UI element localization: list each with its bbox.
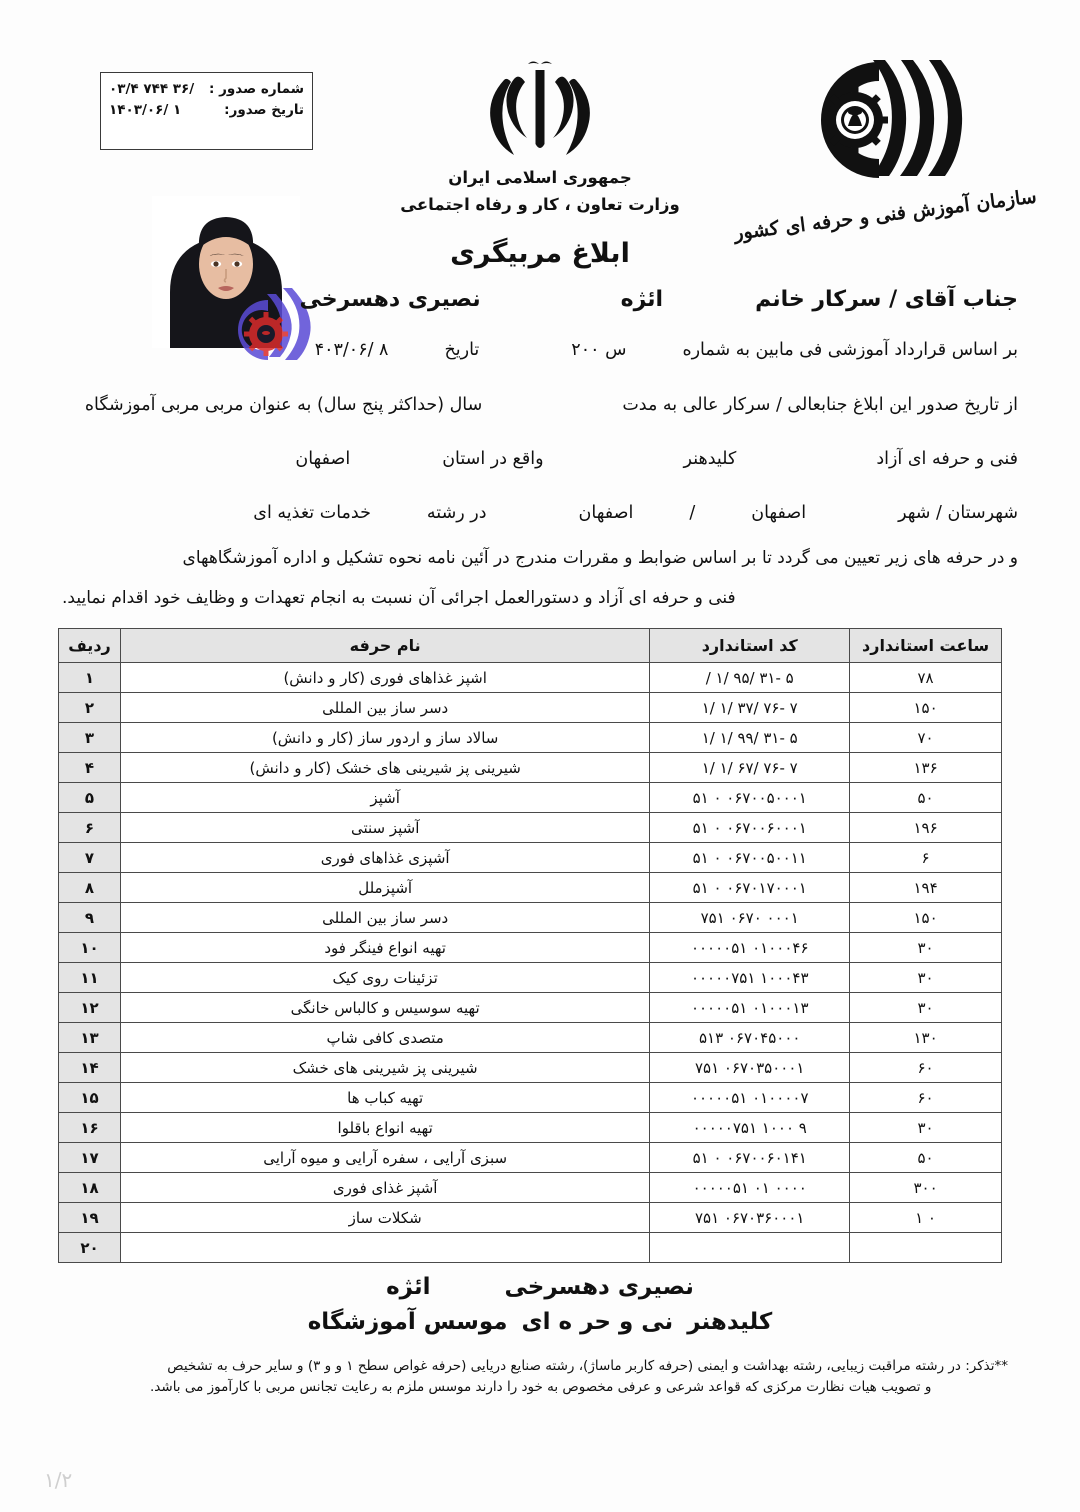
cell-row-index: ۹ [59,903,121,933]
duration-line [60,395,1018,417]
cell-standard-hours: ۳۰ [850,963,1002,993]
table-row [59,753,1002,783]
cell-standard-hours: ۱۹۴ [850,873,1002,903]
location-city-1: اصفهان [751,503,807,524]
cell-standard-code: ۱/ ۱/ ۳۷/ ۷۶- ۷ [650,693,850,723]
gov-line-1: جمهوری اسلامی ایران [448,168,632,187]
body-paragraph-2 [62,588,1018,608]
cell-row-index: ۱۷ [59,1143,121,1173]
field-name: خدمات تغذیه ای [253,503,371,524]
cell-standard-code: ۱/ ۱/ ۶۷/ ۷۶- ۷ [650,753,850,783]
cell-profession-name: تهیه سوسیس و کالباس خانگی [121,993,650,1023]
cell-profession-name: تزئینات روی کیک [121,963,650,993]
cell-standard-code: / ۱/ ۹۵/ ۳۱- ۵ [650,663,850,693]
cell-row-index: ۸ [59,873,121,903]
cell-row-index: ۱۵ [59,1083,121,1113]
cell-profession-name: دسر ساز بین المللی [121,903,650,933]
cell-standard-code: ۵۱ ۰ ۰۶۷۰۰۵۰۰۰۱ [650,783,850,813]
applicant-last-name: نصیری دهسرخی [299,287,481,312]
issue-number-label: شماره صدور : [209,81,304,97]
cell-standard-hours: ۱۵۰ [850,693,1002,723]
cell-row-index: ۱۳ [59,1023,121,1053]
cell-profession-name: آشپز غذای فوری [121,1173,650,1203]
body-paragraph-line-1: و در حرفه های زیر تعیین می گردد تا بر اساس ضوابط و مقررات مندرج در آئین نامه نحوه تشکیل و اداره آموزشگاههای [182,548,1018,568]
cell-standard-hours: ۷۰ [850,723,1002,753]
table-row [59,1083,1002,1113]
footnote-block [150,1356,1008,1398]
salutation-prefix: جناب آقای / سرکار خانم [755,287,1018,312]
cell-row-index: ۳ [59,723,121,753]
applicant-first-name: ائژه [620,287,664,312]
field-label: در رشته [426,503,487,524]
cell-row-index: ۲ [59,693,121,723]
cell-profession-name: آشپزملل [121,873,650,903]
cell-row-index: ۱۹ [59,1203,121,1233]
table-row [59,723,1002,753]
cell-standard-hours [850,1233,1002,1263]
cell-profession-name: تهیه کباب ها [121,1083,650,1113]
table-row [59,843,1002,873]
cell-row-index: ۱۸ [59,1173,121,1203]
contract-date-value: ۴۰۳/۰۶/ ۸ [314,339,389,360]
cell-standard-code: ۰۰۰۰۰۷۵۱ ۱۰۰۰۴۳ [650,963,850,993]
signature-first-name: ائژه [386,1274,431,1300]
cell-profession-name: سالاد ساز و اردور ساز (کار و دانش) [121,723,650,753]
table-row [59,873,1002,903]
cell-profession-name: تهیه انواع باقلوا [121,1113,650,1143]
table-header-row [59,629,1002,663]
gov-line-2: وزارت تعاون ، کار و رفاه اجتماعی [400,195,680,215]
issue-date-value: ۱۴۰۳/۰۶/ ۱ [109,101,182,118]
cell-standard-hours: ۵۰ [850,783,1002,813]
cell-standard-hours: ۳۰ [850,993,1002,1023]
province-name: اصفهان [295,449,351,470]
cell-standard-hours: ۶ [850,843,1002,873]
cell-standard-hours: ۳۰ [850,933,1002,963]
province-label: واقع در استان [442,449,544,470]
signature-role-middle: نی و حر ه ای [521,1308,674,1335]
cell-standard-code: ۵۱ ۰ ۰۶۷۰۰۵۰۰۱۱ [650,843,850,873]
iran-emblem-icon [478,60,602,156]
cell-profession-name: آشپز [121,783,650,813]
table-row [59,1173,1002,1203]
organization-logo-block [732,52,1038,245]
cell-standard-hours: ۱۳۰ [850,1023,1002,1053]
institute-line [60,449,1018,471]
duration-lead-text: از تاریخ صدور این ابلاغ جنابعالی / سرکار عالی به مدت [622,395,1018,416]
location-lead-text: شهرستان / شهر [898,503,1018,524]
cell-standard-code: ۷۵۱ ۰۶۷۰۳۵۰۰۰۱ [650,1053,850,1083]
issue-date-label: تاریخ صدور: [224,101,304,118]
column-header-code: کد استاندارد [650,629,850,663]
cell-row-index: ۱۴ [59,1053,121,1083]
contract-number: س ۲۰۰ [571,339,627,360]
table-row [59,1053,1002,1083]
column-header-name: نام حرفه [121,629,650,663]
cell-profession-name: دسر ساز بین المللی [121,693,650,723]
table-row [59,1143,1002,1173]
contract-date-label: تاریخ [444,339,480,360]
cell-standard-code [650,1233,850,1263]
signature-institute: کلیدهنر [687,1308,773,1335]
form-body [60,286,1018,525]
signature-block [0,1270,1080,1339]
cell-standard-hours: ۳۰ [850,1113,1002,1143]
salutation-line [60,286,1018,314]
cell-standard-code: ۵۱ ۰ ۰۶۷۰۰۶۰۰۰۱ [650,813,850,843]
column-header-hours: ساعت استاندارد [850,629,1002,663]
cell-standard-code: ۵۱ ۰ ۰۶۷۰۱۷۰۰۰۱ [650,873,850,903]
cell-profession-name: آشپز سنتی [121,813,650,843]
location-slash: / [689,503,696,524]
cell-standard-hours: ۱۵۰ [850,903,1002,933]
cell-standard-hours: ۱۹۶ [850,813,1002,843]
institute-lead-text: فنی و حرفه ای آزاد [876,449,1018,470]
signature-role-row [0,1305,1080,1340]
table-row [59,1023,1002,1053]
signature-name-row [0,1270,1080,1305]
cell-standard-hours: ۷۸ [850,663,1002,693]
table-row [59,933,1002,963]
government-titles [400,164,680,218]
table-row [59,813,1002,843]
cell-standard-hours: ۳۰۰ [850,1173,1002,1203]
cell-profession-name: آشپزی غذاهای فوری [121,843,650,873]
table-row [59,1203,1002,1233]
cell-row-index: ۴ [59,753,121,783]
table-row [59,963,1002,993]
table-row [59,783,1002,813]
cell-row-index: ۱۱ [59,963,121,993]
cell-row-index: ۱۰ [59,933,121,963]
contract-lead-text: بر اساس قرارداد آموزشی فی مابین به شماره [682,339,1018,360]
cell-standard-hours: ۵۰ [850,1143,1002,1173]
body-paragraph-line-2: فنی و حرفه ای آزاد و دستورالعمل اجرائی آن نسبت به انجام تعهدات و وظایف خود اقدام نمایید. [62,588,736,608]
table-row [59,663,1002,693]
contract-line [60,340,1018,362]
issue-number-value: ۰۳/۴ ۷۴۴ ۳۶/ [109,81,195,97]
organization-name: سازمان آموزش فنی و حرفه ای کشور [732,185,1038,245]
footnote-line-2: و تصویب هیات نظارت مرکزی که قواعد شرعی و عرفی مخصوص به خود را دارند موسس ملزم به رعایت تجانس مربی با کارآموز می باشد. [150,1378,932,1395]
signature-role-prefix: موسس آموزشگاه [307,1308,508,1335]
cell-row-index: ۷ [59,843,121,873]
cell-standard-code: ۵۱۳ ۰۶۷۰۴۵۰۰۰ [650,1023,850,1053]
cell-profession-name: شکلات ساز [121,1203,650,1233]
table-row [59,993,1002,1023]
cell-standard-hours: ۱ ۰ [850,1203,1002,1233]
cell-standard-code: ۱/ ۱/ ۹۹/ ۳۱- ۵ [650,723,850,753]
cell-profession-name: اشپز غذاهای فوری (کار و دانش) [121,663,650,693]
signature-last-name: نصیری دهسرخی [504,1274,694,1300]
table-row [59,903,1002,933]
professions-table [58,628,1002,1263]
cell-row-index: ۵ [59,783,121,813]
cell-standard-code: ۰۰۰۰۰۵۱ ۰۱۰۰۰۱۳ [650,993,850,1023]
cell-profession-name: شیرینی پز شیرینی های خشک [121,1053,650,1083]
institute-name: کلیدهنر [683,449,737,470]
cell-row-index: ۱۲ [59,993,121,1023]
cell-row-index: ۲۰ [59,1233,121,1263]
page-number: ۱/۲ [44,1468,73,1492]
cell-profession-name: سبزی آرایی ، سفره آرایی و میوه آرایی [121,1143,650,1173]
tvto-organization-logo-icon [791,52,979,202]
cell-standard-hours: ۱۳۶ [850,753,1002,783]
cell-standard-hours: ۶۰ [850,1053,1002,1083]
cell-standard-code: ۰۰۰۰۰۵۱ ۰۱۰۰۰۴۶ [650,933,850,963]
cell-row-index: ۱۶ [59,1113,121,1143]
cell-profession-name: متصدی کافی شاپ [121,1023,650,1053]
cell-standard-code: ۰۰۰۰۰۷۵۱ ۱۰۰۰ ۹ [650,1113,850,1143]
cell-standard-code: ۵۱ ۰ ۰۶۷۰۰۶۰۱۴۱ [650,1143,850,1173]
body-paragraph [62,548,1018,568]
duration-years-text: سال (حداکثر پنج سال) به عنوان مربی مربی آموزشگاه [84,395,483,416]
table-row [59,1233,1002,1263]
footnote-line-1: **تذکر: در رشته مراقبت زیبایی، رشته بهداشت و ایمنی (حرفه کاربر ماساژ)، رشته صنایع دریایی (حرفه غواص سطح ۱ و و ۳) و سایر حرف به تشخیص [167,1358,1008,1374]
cell-standard-code: ۰۰۰۰۰۵۱ ۰۱ ۰۰۰۰ [650,1173,850,1203]
cell-profession-name: شیرینی پز شیرینی های خشک (کار و دانش) [121,753,650,783]
cell-profession-name: تهیه انواع فینگر فود [121,933,650,963]
column-header-index: ردیف [59,629,121,663]
table-row [59,693,1002,723]
cell-standard-code: ۰۰۰۰۰۵۱ ۰۱۰۰۰۰۷ [650,1083,850,1113]
page-title: ابلاغ مربیگری [450,238,630,269]
cell-standard-code: ۷۵۱ ۰۶۷۰۳۶۰۰۰۱ [650,1203,850,1233]
cell-standard-code: ۷۵۱ ۰۶۷۰ ۰۰۰۱ [650,903,850,933]
location-city-2: اصفهان [578,503,634,524]
location-line [60,503,1018,525]
table-row [59,1113,1002,1143]
cell-profession-name [121,1233,650,1263]
cell-row-index: ۶ [59,813,121,843]
cell-row-index: ۱ [59,663,121,693]
cell-standard-hours: ۶۰ [850,1083,1002,1113]
